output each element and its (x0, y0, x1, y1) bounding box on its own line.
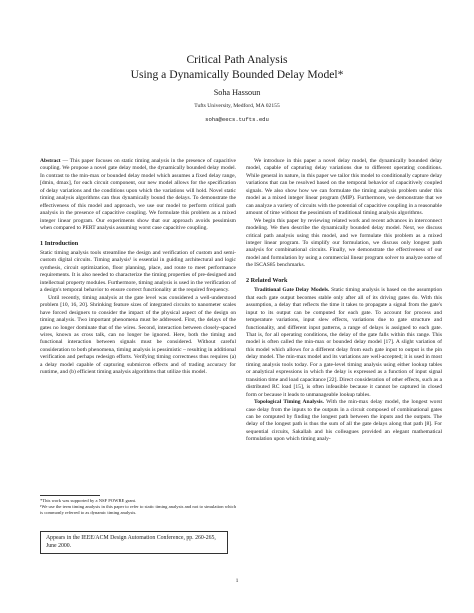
abstract-text: — This paper focuses on static timing analysis in the presence of capacitive coupling. We propose a novel gate delay model, the dynamically bounded delay model. In contrast to the min-max or bounded delay model which assumes a fixed delay range, [dmin, dmax], for each circuit component, our new model allows for the specification of delay variations and the conditions upon which the variations will hold. Novel static timing analysis algorithms can thus dynamically bound the delays. To demonstrate the effectiveness of this model and approach, we use our model to perform critical path analysis in the presence of capacitive coupling. We formulate this problem as a mixed integer linear program. Our experiments show that our approach avoids pessimism when compared to PERT analysis assuming worst case capacitive coupling. (40, 158, 236, 232)
right-paragraph-1: We introduce in this paper a novel delay model, the dynamically bounded delay model, capable of capturing delay variations due to different operating conditions. While general in nature, in this paper we tailor this model to conditionally capture delay variations that can be resolved based on the temporal behavior of capacitively coupled signals. We also show how we can formulate the timing analysis problem under this model as a mixed integer linear program (MIP). Furthermore, we demonstrate that we can analyze a variety of circuits with the potential of capacitive coupling in a reasonable amount of time without the pessimism of traditional timing analysis algorithms. (246, 158, 442, 217)
related-work-paragraph-1 (246, 287, 442, 399)
right-column (246, 158, 442, 444)
title-line-2: Using a Dynamically Bounded Delay Model* (130, 68, 344, 81)
paper-title (0, 52, 474, 82)
run-in-heading-topological: Topological Timing Analysis. (254, 399, 324, 406)
left-column (40, 158, 236, 377)
venue-box: Appears in the IEEE/ACM Design Automation Conference, pp. 260-265, June 2000. (40, 531, 228, 554)
related-work-text-1: Static timing analysis is based on the assumption that each gate output becomes stable only after all of its driving gates do. With this assumption, a delay that reflects the time it takes to propagate a signal from the gate's input to its output can be computed for each gate. To account for process and temperature variations, input slew effects, variations due to gate structure and functionality, and different input patterns, a range of delays is assigned to each gate. That is, for all operating conditions, the delay of the gate falls within this range. This model is often called the min-max or bounded delay model [17]. A slight variation of this model which allows for a different delay from each gate input to output is the pin delay model. The min-max model and its variations are well-accepted; it is used in most timing analysis tools today. For a gate-level timing analysis using either lookup tables or analytical expressions in which the delay is expressed as a function of input signal transition time and load capacitance [22]. Direct consideration of other effects, such as a distributed RC load [15], is often infeasible because it cannot be captured in closed form or because it leads to unmanageable lookup tables. (246, 287, 442, 398)
run-in-heading-delay-models: Traditional Gate Delay Models. (254, 287, 330, 294)
title-line-1: Critical Path Analysis (186, 53, 288, 66)
section-2-heading: 2 Related Work (246, 276, 288, 284)
page-number: 1 (235, 578, 239, 584)
author-name: Soha Hassoun (213, 88, 261, 97)
footnote-1: *This work was supported by a NSF POWRE grant. (40, 498, 137, 503)
abstract (40, 158, 236, 233)
related-work-text-2: With the min-max delay model, the longest worst case delay from the inputs to the outputs in a circuit composed of combinational gates can be computed by finding the longest path between the inputs and the outputs. The delay of the longest path is thus the sum of all the gate delays along that path [8]. For sequential circuits, Sakallah and his colleagues provided an elegant mathematical formulation upon which timing analy- (246, 399, 442, 443)
footnotes (40, 493, 236, 516)
intro-paragraph-1: Static timing analysis tools streamline the design and verification of custom and semi-custom digital circuits. Timing analysis¹ is essential in guiding architectural and logic synthesis, circuit optimization, floor planning, place, and route to meet performance requirements. It is also needed to characterize the timing properties of pre-designed and intellectual property modules. Furthermore, timing analysis is used in the verification of a design's temporal behavior to ensure correct functionality at the required frequency. (40, 249, 236, 294)
footnote-2: ¹We use the term timing analysis in this paper to refer to static timing analysis and not to simulation which is commonly referred to as dynamic timing analysis. (40, 503, 236, 515)
related-work-paragraph-2 (246, 399, 442, 444)
author-email: soha@eecs.tufts.edu (205, 116, 269, 123)
abstract-label: Abstract (40, 158, 61, 164)
section-1-heading: 1 Introduction (40, 239, 79, 247)
right-paragraph-2: We begin this paper by reviewing related work and recent advances in interconnect modeling. We then describe the dynamically bounded delay model. Next, we discuss critical path analysis using this model, and we formulate this problem as a mixed integer linear program. To simplify our formulation, we discuss only longest path analysis for combinational circuits. Finally, we demonstrate the effectiveness of our model and formulation by using a commercial linear program solver to analyze some of the ISCAS85 benchmarks. (246, 217, 442, 269)
intro-paragraph-2: Until recently, timing analysis at the gate level was considered a well-understood problem [10, 16, 20]. Shrinking feature sizes of integrated circuits to nanometer scales have forced designers to consider the impact of the physical aspect of the design on timing analysis. Two important phenomena must be addressed. First, the delays of the gates no longer dominate that of the wires. Second, interaction between closely-spaced wires, known as cross talk, can no longer be ignored. Here, both the timing and functional interaction between signals must be considered. Without careful consideration to both phenomena, timing analysis is pessimistic – resulting in additional verification and perhaps redesign efforts. Verifying timing correctness thus requires (a) a delay model capable of capturing submicron effects and of trading accuracy for runtime, and (b) efficient timing analysis algorithms that utilize this model. (40, 294, 236, 376)
author-affiliation: Tufts University, Medford, MA 02155 (194, 103, 280, 109)
